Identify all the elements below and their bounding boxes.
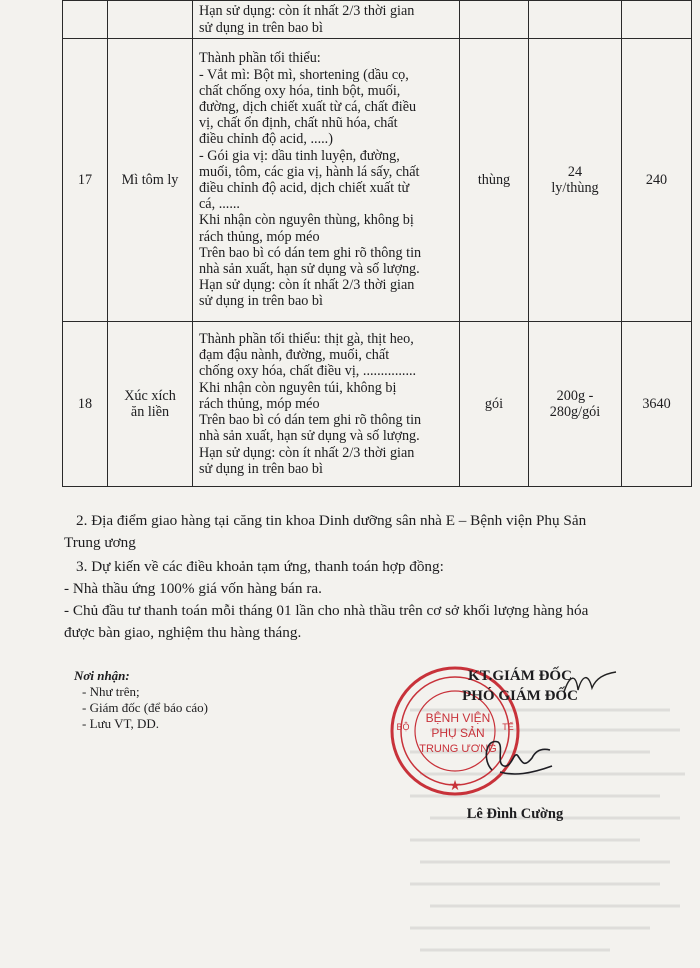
spec-line: Trên bao bì có dán tem ghi rõ thông tin: [199, 412, 422, 429]
paragraph-line: 3. Dự kiến về các điều khoản tạm ứng, thanh toán hợp đồng:: [76, 558, 444, 575]
table-row: [63, 39, 692, 322]
spec-line: muối, tôm, các gia vị, hành lá sấy, chất: [199, 163, 420, 180]
spec-line: vị, chất ổn định, chất nhũ hóa, chất: [199, 115, 398, 132]
spec-line: đường, dịch chiết xuất từ cá, chất điều: [199, 98, 417, 115]
spec-line: Khi nhận còn nguyên túi, không bị: [199, 379, 397, 396]
spec-line: nhà sản xuất, hạn sử dụng và số lượng.: [199, 261, 420, 278]
packing-line: 24: [567, 163, 583, 180]
spec-line: nhà sản xuất, hạn sử dụng và số lượng.: [199, 428, 420, 445]
row-number: 17: [63, 39, 108, 322]
spec-line: chống oxy hóa, chất điều vị, ...............: [199, 363, 417, 380]
spec-line: - Vắt mì: Bột mì, shortening (dầu cọ,: [199, 66, 409, 83]
star-icon: ★: [448, 777, 462, 793]
spec-line: chất chống oxy hóa, tinh bột, muối,: [199, 82, 401, 99]
spec-line: đạm đậu nành, đường, muối, chất: [199, 347, 390, 364]
packing-cell: [529, 39, 622, 322]
spec-line: Hạn sử dụng: còn ít nhất 2/3 thời gian: [199, 3, 415, 20]
packing-line: 200g -: [556, 387, 594, 404]
spec-line: Hạn sử dụng: còn ít nhất 2/3 thời gian: [199, 444, 415, 461]
stamp-text: BỆNH VIỆN: [425, 711, 491, 725]
payment-terms: [64, 556, 676, 644]
spec-line: Trên bao bì có dán tem ghi rõ thông tin: [199, 244, 422, 261]
spec-cell: [193, 39, 460, 322]
product-name-line: Xúc xích: [124, 387, 176, 404]
unit-cell: thùng: [460, 39, 529, 322]
spec-line: cá, ......: [199, 196, 240, 213]
table-row: [63, 1, 692, 39]
paragraph-line: - Nhà thầu ứng 100% giá vốn hàng bán ra.: [64, 580, 322, 597]
signature-title: PHÓ GIÁM ĐỐC: [462, 688, 578, 704]
table-row: [63, 322, 692, 487]
paragraph-line: 2. Địa điểm giao hàng tại căng tin khoa Dinh dưỡng sân nhà E – Bệnh viện Phụ Sản: [76, 512, 587, 529]
stamp-text: TRUNG ƯƠNG: [419, 743, 497, 755]
spec-line: sử dụng in trên bao bì: [199, 293, 323, 310]
paragraph-line: - Chủ đầu tư thanh toán mỗi tháng 01 lần cho nhà thầu trên cơ sở khối lượng hàng hóa: [64, 602, 589, 619]
row-number: 18: [63, 322, 108, 487]
recipient-item: - Như trên;: [82, 684, 140, 699]
stamp-text: BỘ: [396, 722, 410, 732]
initial-mark: [560, 668, 620, 698]
spec-line: Thành phần tối thiểu: thịt gà, thịt heo,: [199, 331, 414, 348]
spec-line: Khi nhận còn nguyên thùng, không bị: [199, 212, 414, 229]
unit-cell: gói: [460, 322, 529, 487]
spec-line: rách thủng, móp méo: [199, 395, 320, 412]
product-name: Mì tôm ly: [108, 39, 193, 322]
quantity-cell: 3640: [622, 322, 692, 487]
quantity-cell: 240: [622, 39, 692, 322]
packing-line: ly/thùng: [551, 180, 599, 196]
spec-cell: [193, 1, 460, 39]
spec-line: điều chỉnh độ acid, dịch chiết xuất từ: [199, 180, 410, 196]
spec-line: sử dụng in trên bao bì: [199, 460, 323, 477]
recipients-block: [74, 668, 208, 732]
spec-line: rách thủng, móp méo: [199, 228, 320, 245]
spec-line: điều chỉnh độ acid, .....): [199, 131, 333, 148]
packing-cell: [529, 322, 622, 487]
spec-line: - Gói gia vị: dầu tinh luyện, đường,: [199, 147, 400, 164]
packing-line: 280g/gói: [549, 404, 601, 420]
specification-table: [62, 0, 692, 487]
spec-line: Thành phần tối thiểu:: [199, 50, 321, 67]
recipients-title: Nơi nhận:: [74, 668, 130, 683]
spec-line: sử dụng in trên bao bì: [199, 19, 323, 36]
stamp-text: PHỤ SẢN: [431, 726, 485, 740]
product-name: [108, 322, 193, 487]
spec-cell: [193, 322, 460, 487]
paragraph-line: được bàn giao, nghiệm thu hàng tháng.: [64, 624, 302, 641]
recipient-item: - Giám đốc (để báo cáo): [82, 700, 208, 715]
signer-name: Lê Đình Cường: [466, 806, 564, 822]
spec-line: Hạn sử dụng: còn ít nhất 2/3 thời gian: [199, 277, 415, 294]
handwritten-signature: [478, 720, 558, 784]
signature-title: KT.GIÁM ĐỐC: [468, 668, 572, 684]
paragraph-line: Trung ương: [64, 534, 136, 551]
delivery-location: [64, 510, 676, 554]
product-name-line: ăn liền: [130, 404, 170, 420]
stamp-text: TẾ: [502, 722, 514, 732]
recipient-item: - Lưu VT, DD.: [82, 716, 159, 731]
